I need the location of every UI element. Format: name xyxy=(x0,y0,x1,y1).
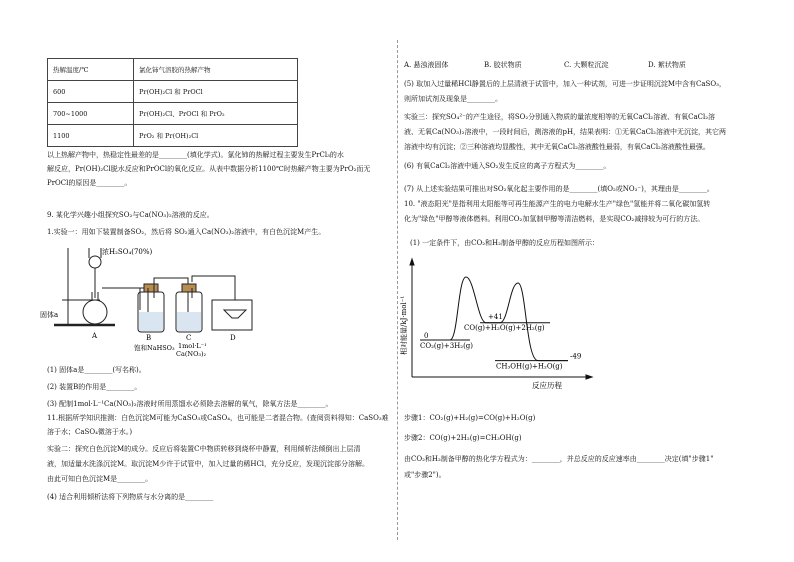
label-A: A xyxy=(92,332,98,340)
question-7: (7) 从上述实验结果可推出对SO₂氧化起主要作用的是________(填O₂或NO₃⁻)，其理由是________。 xyxy=(404,185,714,193)
text-line: 11.根据所学知识推测：白色沉淀M可能为CaSO₃或CaSO₄，也可能是二者混合物。(查阅资料得知：CaSO₃难 xyxy=(47,414,389,422)
text-line: 实验三：探究SO₄²⁻的产生途径，将SO₂分别通入物质的量浓度相等的无氧CaCl₂溶液、有氧CaCl₂溶 xyxy=(404,113,716,121)
apparatus-diagram xyxy=(40,240,280,358)
table-cell: Pr(OH)₂Cl 和 PrOCl xyxy=(134,81,298,103)
table-row xyxy=(48,125,298,147)
y-axis-label: 相对能量/kJ·mol⁻¹ xyxy=(400,295,408,355)
pyrolysis-table xyxy=(47,58,298,147)
text-line: 液，加适量水洗涤沉淀M。取沉淀M少许于试管中，加入过量的稀HCl，充分反应，发现沉淀部分溶解。 xyxy=(47,460,370,468)
table-cell: PrO₂ 和 Pr(OH)₂Cl xyxy=(134,125,298,147)
question-9: 9. 某化学兴趣小组探究SO₂与Ca(NO₃)₂溶液的反应。 xyxy=(47,211,214,219)
label-C: C xyxy=(186,334,192,342)
experiment-1: 1.实验一：用如下装置制备SO₂，然后将 SO₂通入Ca(NO₃)₂溶液中，有白色沉淀M产生。 xyxy=(47,228,326,236)
text-line: 或"步骤2")。 xyxy=(404,471,446,479)
text-line: 则所加试剂及现象是________。 xyxy=(404,95,502,103)
tick-label-41: +41 xyxy=(488,312,503,321)
table-cell: Pr(OH)₂Cl、PrOCl 和 PrO₂ xyxy=(134,103,298,125)
level-label-reactants: CO₂(g)+3H₂(g) xyxy=(420,342,474,350)
text-line: 溶液中均有沉淀；②三种溶液均显酸性，其中无氧CaCl₂溶液酸性最弱，有氧CaCl₂溶液酸性最强。 xyxy=(404,143,710,151)
label-B: B xyxy=(146,334,152,342)
energy-profile-chart xyxy=(400,255,610,395)
text-line: PrOCl的原因是________。 xyxy=(47,179,132,187)
y-axis-arrow xyxy=(410,259,414,265)
tick-label-0: 0 xyxy=(424,332,429,340)
text-line: 由CO₂和H₂制备甲醇的热化学方程式为：________，并总反应的反应速率由________决定(填"步骤1" xyxy=(404,455,714,463)
table-header-cell: 氯化铈气溶胶的热解产物 xyxy=(134,59,298,81)
table-row xyxy=(48,81,298,103)
label-B-sub: 饱和NaHSO₃ xyxy=(134,344,175,352)
question-10: 10. "液态阳光"是指利用太阳能等可再生能源产生的电力电解水生产"绿色"氢能并将二氧化碳加氢转 xyxy=(404,200,711,208)
table-header-row xyxy=(48,59,298,81)
label-C-sub2: Ca(NO₃)₂ xyxy=(176,350,207,358)
question-5: (5) 取加入过量稀HCl静置后的上层清液于试管中，加入一种试剂，可进一步证明沉淀M中含有CaSO₃， xyxy=(404,80,726,88)
question-2: (2) 装置B的作用是________。 xyxy=(47,383,142,391)
table-cell: 700~1000 xyxy=(48,103,134,125)
tick-label-minus49: -49 xyxy=(570,352,582,361)
label-C-sub1: 1mol·L⁻¹ xyxy=(178,342,207,350)
label-D: D xyxy=(230,334,236,342)
question-3: (3) 配制1mol·L⁻¹Ca(NO₃)₂溶液时所用蒸馏水必须除去溶解的氧气，除氧方法是________。 xyxy=(47,400,333,408)
question-1: (1) 固体a是________(写名称)。 xyxy=(47,366,146,374)
x-axis-arrow xyxy=(586,375,592,379)
acid-label: 浓H₂SO₄(70%) xyxy=(102,248,153,256)
question-4: (4) 适合利用倾析法将下列物质与水分离的是________ xyxy=(47,493,214,501)
text-line: 液、无氧Ca(NO₃)₂溶液中，一段时间后，测溶液的pH，结果表明：①无氧CaCl₂溶液中无沉淀，其它两 xyxy=(404,128,726,136)
option-a: A. 悬浊液固体 xyxy=(404,61,449,69)
option-d: D. 絮状物质 xyxy=(648,61,686,69)
text-line: 溶于水；CaSO₄微溶于水。) xyxy=(47,428,133,436)
level-label-intermediate: CO(g)+H₂O(g)+2H₂(g) xyxy=(464,323,545,332)
text-line: 解反应，Pr(OH)₂Cl脱水反应和PrOCl的氧化反应。从表中数据分析1100℃时热解产物主要为PrO₂而无 xyxy=(47,165,371,173)
table-row xyxy=(48,103,298,125)
level-label-products: CH₃OH(g)+H₂O(g) xyxy=(496,362,563,371)
text-line: 实验二：探究白色沉淀M的成分。反应后将装置C中物质转移到烧杯中静置，利用倾析法倾倒出上层清 xyxy=(47,445,361,453)
solid-label: 固体a xyxy=(40,311,59,319)
option-c: C. 大颗粒沉淀 xyxy=(564,61,609,69)
step-2: 步骤2：CO(g)+2H₂(g)=CH₃OH(g) xyxy=(404,434,522,442)
table-cell: 600 xyxy=(48,81,134,103)
text-line: 以上热解产物中，热稳定性最差的是________(填化学式)。氯化铈的热解过程主要发生PrCl₃的水 xyxy=(47,151,344,159)
question-6: (6) 有氧CaCl₂溶液中通入SO₂发生反应的离子方程式为________。 xyxy=(404,162,611,170)
x-axis-label: 反应历程 xyxy=(532,381,562,390)
option-b: B. 胶状物质 xyxy=(484,61,522,69)
table-cell: 1100 xyxy=(48,125,134,147)
text-line: 由此可知白色沉淀M是________。 xyxy=(47,475,153,483)
step-1: 步骤1：CO₂(g)+H₂(g)=CO(g)+H₂O(g) xyxy=(404,414,536,422)
column-divider xyxy=(397,40,398,540)
text-line: 化为"绿色"甲醇等液体燃料。利用CO₂加氢制甲醇等清洁燃料，是实现CO₂减排较为可行的方法。 xyxy=(404,215,705,223)
table-header-cell: 热解温度/℃ xyxy=(48,59,134,81)
sub-question-1: (1) 一定条件下，由CO₂和H₂制备甲醇的反应历程如图所示： xyxy=(410,239,599,247)
